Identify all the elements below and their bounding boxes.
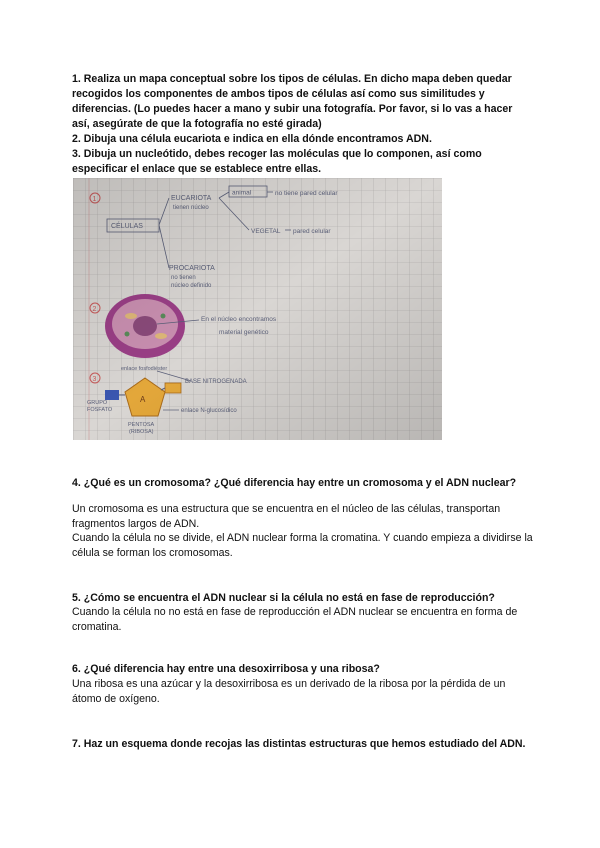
answer-4-paragraph-1: Un cromosoma es una estructura que se encuentra en el núcleo de las células, transportan fragmentos largos de ADN. — [72, 503, 501, 530]
question-7: 7. Haz un esquema donde recojas las distintas estructuras que hemos estudiado del ADN. — [72, 738, 526, 750]
answer-4-paragraph-2: Cuando la célula no se divide, el ADN nuclear forma la cromatina. Y cuando empieza a dividirse la célula se forman los cromosomas. — [72, 532, 533, 559]
handwritten-concept-map-photo — [73, 178, 442, 440]
questions-1-3 — [72, 72, 532, 177]
answer-6: Una ribosa es una azúcar y la desoxirribosa es un derivado de la ribosa por la pérdida de un átomo de oxígeno. — [72, 678, 506, 705]
question-2: 2. Dibuja una célula eucariota e indica en ella dónde encontramos ADN. — [72, 133, 432, 145]
question-6: 6. ¿Qué diferencia hay entre una desoxirribosa y una ribosa? — [72, 663, 380, 675]
question-5: 5. ¿Cómo se encuentra el ADN nuclear si la célula no está en fase de reproducción? — [72, 592, 495, 604]
question-4: 4. ¿Qué es un cromosoma? ¿Qué diferencia hay entre un cromosoma y el ADN nuclear? — [72, 477, 517, 489]
question-3: 3. Dibuja un nucleótido, debes recoger las moléculas que lo componen, así como especificar el enlace que se establece entre ellas. — [72, 148, 482, 175]
question-1: 1. Realiza un mapa conceptual sobre los tipos de células. En dicho mapa deben quedar recogidos los componentes de ambos tipos de células así como sus similitudes y diferencias. (Lo puedes hacer a mano y subir una fotografía. Por favor, si lo vas a hacer así, asegúrate de que la fotografía no esté girada) — [72, 73, 513, 130]
answer-5: Cuando la célula no no está en fase de reproducción el ADN nuclear se encuentra en forma de cromatina. — [72, 606, 518, 633]
